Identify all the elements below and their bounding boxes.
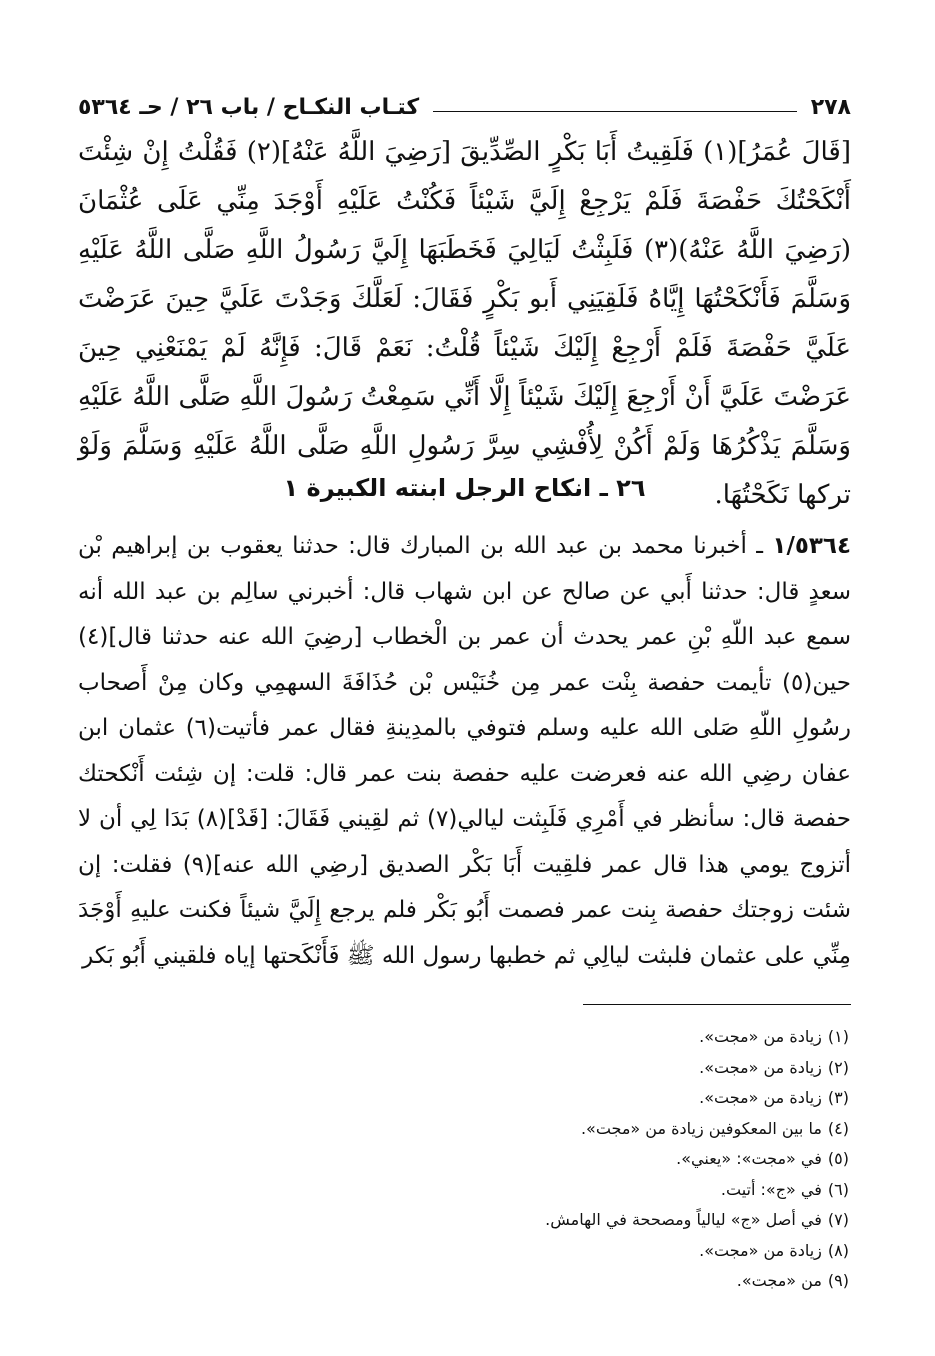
continued-text-block xyxy=(78,128,851,520)
footnote-number: (٦) xyxy=(827,1179,849,1199)
header-rule xyxy=(433,111,797,112)
footnote-number: (٧) xyxy=(827,1210,849,1229)
footnote-number: (٣) xyxy=(827,1088,849,1107)
footnote-item xyxy=(200,1114,849,1145)
footnote-text: زيادة من «مجت». xyxy=(699,1240,822,1260)
continued-paragraph: [قَالَ عُمَرُ](١) فَلَقِيتُ أَبَا بَكْرٍ الصِّدِّيقَ [رَضِيَ اللَّهُ عَنْهُ](٢) فَقُلْتُ إِنْ شِئْتَ أَنْكَحْتُكَ حَفْصَةَ فَلَمْ يَرْجِعْ إِلَيَّ شَيْئاً فَكُنْتُ عَلَيْهِ أَوْجَدَ مِنِّي عَلَى عُثْمَانَ (رَضِيَ اللَّهُ عَنْهُ)(٣) فَلَبِثْتُ لَيَالِيَ فَخَطَبَهَا إِلَيَّ رَسُولُ اللَّهِ صَلَّى اللَّهُ عَلَيْهِ وَسَلَّمَ فَأَنْكَحْتُهَا إِيَّاهُ فَلَقِيَنِي أَبو بَكْرٍ فَقَالَ: لَعَلَّكَ وَجَدْتَ عَلَيَّ حِينَ عَرَضْتَ عَلَيَّ حَفْصَةَ فَلَمْ أَرْجِعْ إِلَيْكَ شَيْئاً قُلْتُ: نَعَمْ قَالَ: فَإِنَّهُ لَمْ يَمْنَعْنِي حِينَ عَرَضْتَ عَلَيَّ أَنْ أَرْجِعَ إِلَيْكَ شَيْئاً إِلَّا أَنِّي سَمِعْتُ رَسُولَ اللَّهِ صَلَّى اللَّهُ عَلَيْهِ وَسَلَّمَ يَذْكُرُهَا وَلَمْ أَكُنْ لِأُفْشِي سِرَّ رَسُولِ اللَّهِ صَلَّى اللَّهُ عَلَيْهِ وَسَلَّمَ وَلَوْ تركها نَكَحْتُهَا. xyxy=(78,137,851,510)
footnote-number: (٨) xyxy=(827,1240,849,1260)
hadith-paragraph xyxy=(78,524,851,979)
footnote-number: (٢) xyxy=(827,1057,849,1077)
footnote-text: في أصل «ج» ليالياً ومصححة في الهامش. xyxy=(545,1210,822,1229)
footnote-text: زيادة من «مجت». xyxy=(699,1057,822,1077)
page-number: ٢٧٨ xyxy=(810,95,851,120)
footnote-item xyxy=(200,1022,849,1053)
footnote-text: من «مجت». xyxy=(736,1271,822,1290)
footnote-text: في «ج»: أتيت. xyxy=(720,1179,822,1199)
chapter-heading: ٢٦ ـ انكاح الرجل ابنته الكبيرة ١ xyxy=(283,474,646,502)
running-header xyxy=(78,84,851,120)
running-title: كتـاب النكـاح / باب ٢٦ / حـ ٥٣٦٤ xyxy=(78,95,420,120)
footnote-item xyxy=(200,1266,849,1297)
footnote-separator xyxy=(583,1004,851,1005)
footnote-number: (٤) xyxy=(827,1118,849,1138)
footnote-text: زيادة من «مجت». xyxy=(699,1088,822,1107)
hadith-text: ـ أخبرنا محمد بن عبد الله بن المبارك قال: حدثنا يعقوب بن إبراهيم بْن سعدٍ قال: حدثنا أَبي عن صالح عن ابن شهاب قال: أخبرني سالِم بن عبد الله أنه سمع عبد اللّهِ بْنِ عمر يحدث أن عمر بن الْخطاب [رضِيَ الله عنه حدثنا قال](٤) حين(٥) تأيمت حفصة بِنْت عمر مِن خُنَيْس بْن حُذَافَةَ السهمِي وكان مِنْ أَصحاب رسُولِ اللّهِ صَلى الله عليه وسلم فتوفي بالمدِينةِ فقال عمر فأتيت(٦) عثمان ابن عفان رضِي الله عنه فعرضت عليه حفصة بنت عمر قال: قلت: إن شِئت أَنْكحتك حفصة قال: سأنظر في أَمْرِي فَلَبِثت ليالي(٧) ثم لقِيني فَقَالَ: [قَدْ](٨) بَدَا لِي أن لا أتزوج يومي هذا قال عمر فلقِيت أَبَا بَكْر الصديق [رضِي الله عنه](٩) فقلت: إن شئت زوجتك حفصة بِنت عمر فصمت أَبُو بَكْر فلم يرجع إِلَيَّ شيئاً فكنت عليهِ أَوْجَدَ مِنِّي على عثمان فلبثت ليالِي ثم خطبها رسول الله ﷺ فَأَنْكَحتها إياه فلقيني أَبُو بَكر xyxy=(78,533,851,969)
footnote-number: (١) xyxy=(827,1027,849,1046)
footnote-item xyxy=(200,1205,849,1236)
footnote-item xyxy=(200,1236,849,1267)
footnote-number: (٥) xyxy=(827,1149,849,1168)
footnote-item xyxy=(200,1083,849,1114)
footnote-item xyxy=(200,1144,849,1175)
hadith-number: ١/٥٣٦٤ xyxy=(772,533,851,559)
footnote-item xyxy=(200,1175,849,1206)
footnote-number: (٩) xyxy=(827,1271,849,1290)
footnote-text: زيادة من «مجت». xyxy=(699,1027,822,1046)
footnote-text: ما بين المعكوفين زيادة من «مجت». xyxy=(580,1118,822,1138)
hadith-text-block xyxy=(78,524,851,979)
footnote-text: في «مجت»: «يعني». xyxy=(676,1149,822,1168)
footnote-item xyxy=(200,1053,849,1084)
footnotes-list xyxy=(200,1022,849,1297)
